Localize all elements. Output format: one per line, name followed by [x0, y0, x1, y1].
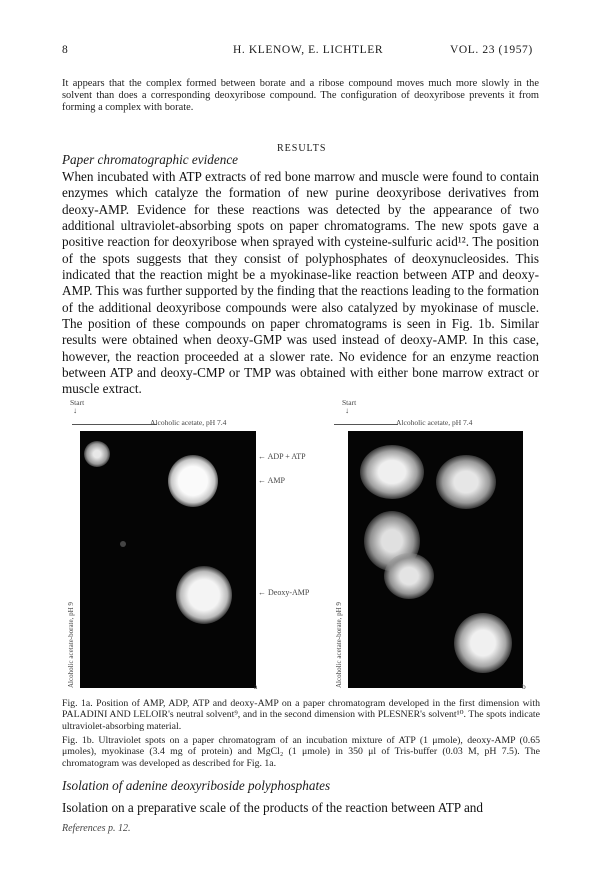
caption-fig-1a: Fig. 1a. Position of AMP, ADP, ATP and deoxy-AMP on a paper chromatogram developed in the first dimension with PALADINI AND LELOIR's neutral solvent⁹, and in the second dimension with PLESNER's solvent¹⁰. The spots indicate ultraviolet-absorbing material.: [62, 698, 540, 732]
spot: [120, 541, 126, 547]
figure-1b: [334, 398, 544, 698]
spot: [360, 445, 424, 499]
section-heading: RESULTS: [277, 143, 327, 154]
volume-info: VOL. 23 (1957): [450, 44, 533, 56]
spot: [84, 441, 110, 467]
start-arrow: ↓: [345, 406, 349, 415]
spot: [168, 455, 218, 507]
caption-fig-1b: Fig. 1b. Ultraviolet spots on a paper chromatogram of an incubation mixture of ATP (1 μmole), deoxy-AMP (0.65 μmoles), myokinase (3.4 mg of protein) and MgCl₂ (1 μmole) in 350 μl of Tris-buffer (0.03 M, pH 7.5). The chromatogram was developed as described for Fig. 1a.: [62, 735, 540, 769]
page-number: 8: [62, 44, 69, 56]
intro-paragraph: It appears that the complex formed between borate and a ribose compound moves much more slowly in the solvent than does a corresponding deoxyribose compound. The configuration of deoxyribose prevents it from forming a complex with borate.: [62, 78, 539, 114]
solvent-label: Alcoholic acetate, pH 7.4: [150, 418, 227, 427]
vertical-solvent-label: Alcoholic acetate-borate, pH 9: [335, 602, 343, 688]
vertical-solvent-label: Alcoholic acetate-borate, pH 9: [67, 602, 75, 688]
references-footer: References p. 12.: [62, 823, 131, 834]
solvent-label: Alcoholic acetate, pH 7.4: [396, 418, 473, 427]
start-arrow: ↓: [73, 406, 77, 415]
label-amp: ← AMP: [258, 476, 285, 485]
chromatogram-b: [348, 431, 523, 688]
last-paragraph: Isolation on a preparative scale of the products of the reaction between ATP and: [62, 800, 483, 815]
spot: [384, 553, 434, 599]
subsection-heading-2: Isolation of adenine deoxyriboside polyphosphates: [62, 778, 331, 793]
solvent-arrow-line: [72, 424, 157, 425]
label-adp-atp: ← ADP + ATP: [258, 452, 306, 461]
spot: [454, 613, 512, 673]
label-deoxy-amp: ← Deoxy-AMP: [258, 588, 310, 597]
panel-label-b: b: [522, 682, 526, 691]
panel-label-a: a: [254, 682, 258, 691]
solvent-arrow-line: [334, 424, 398, 425]
chromatogram-a: [80, 431, 256, 688]
start-label: Start: [70, 398, 85, 407]
spot: [436, 455, 496, 509]
figure-1a: [62, 398, 332, 698]
start-label: Start: [342, 398, 357, 407]
subsection-heading: Paper chromatographic evidence: [62, 152, 239, 167]
body-paragraph: When incubated with ATP extracts of red bone marrow and muscle were found to contain enzymes which catalyze the formation of new purine deoxyribose derivatives from deoxy-AMP. Evidence for these reactions was detected by the appearance of two additional ultraviolet-absorbing spots on paper chromatograms. The new spots gave a positive reaction for deoxyribose when sprayed with cysteine-sulfuric acid¹². The position of the spots suggests that they consist of polyphosphates of deoxynucleosides. This indicated that the reaction might be a myokinase-like reaction between ATP and deoxy-AMP. This was further supported by the finding that the reactions leading to the formation of the additional deoxyribose compounds were also catalyzed by myokinase of muscle. The position of these compounds on paper chromatograms is seen in Fig. 1b. Similar results were obtained when deoxy-GMP was used instead of deoxy-AMP. In this case, however, the reaction proceeded at a slower rate. No evidence for an enzyme reaction between ATP and deoxy-CMP or TMP was obtained with either bone marrow extract or muscle extract.: [62, 169, 539, 397]
spot: [176, 566, 232, 624]
running-authors: H. KLENOW, E. LICHTLER: [233, 44, 384, 56]
